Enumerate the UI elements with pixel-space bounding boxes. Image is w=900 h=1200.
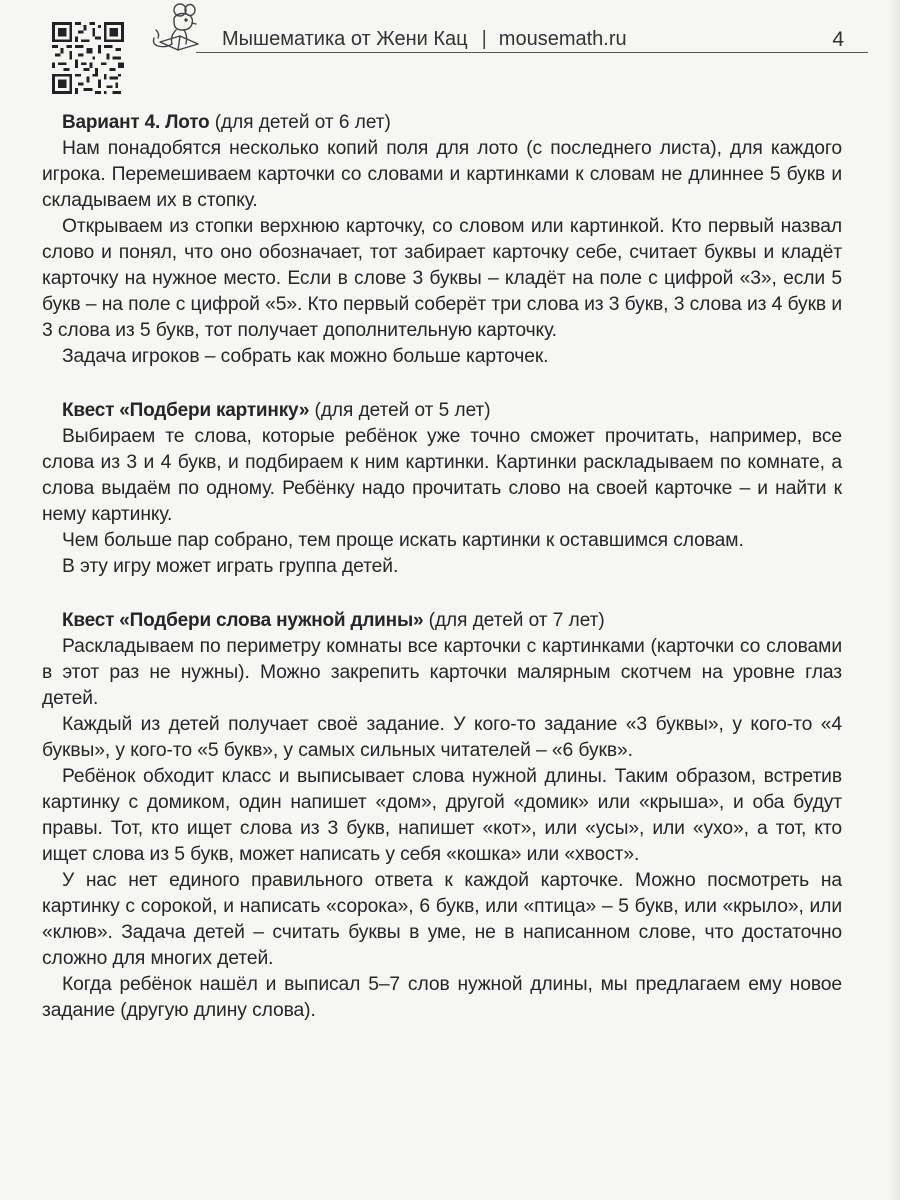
- paragraph: В эту игру может играть группа детей.: [62, 556, 399, 577]
- paragraph: Открываем из стопки верхнюю карточку, со словом или картинкой. Кто первый назвал слово и понял, что оно обозначает, тот забирает карточку себе, считает буквы и кладёт карточку на нужное место. Если в слове 3 буквы – кладёт на поле с цифрой «3», если 5 букв – на поле с цифрой «5». Кто первый соберёт три слова из 3 букв, 3 слова из 4 букв и 3 слова из 5 букв, тот получает дополнительную карточку.: [42, 216, 842, 341]
- page-edge-shadow: [886, 0, 900, 1200]
- section-age-note: (для детей от 6 лет): [209, 112, 391, 133]
- section-word-length: [42, 608, 842, 1024]
- header-title-line: [222, 28, 627, 51]
- section-heading: [42, 110, 842, 136]
- page-header: [0, 0, 900, 100]
- section-heading: [42, 608, 842, 634]
- qr-code-icon: [52, 22, 124, 94]
- paragraph: Когда ребёнок нашёл и выписал 5–7 слов нужной длины, мы предлагаем ему новое задание (другую длину слова).: [42, 974, 842, 1021]
- page-content: [42, 110, 842, 1052]
- header-site: mousemath.ru: [498, 28, 627, 50]
- paragraph: Ребёнок обходит класс и выписывает слова нужной длины. Таким образом, встретив картинку с домиком, один напишет «дом», другой «домик» или «крыша», и оба будут правы. Тот, кто ищет слова из 3 букв, напишет «кот», или «усы», или «ухо», а тот, кто ищет слова из 5 букв, может написать у себя «кошка» или «хвост».: [42, 766, 842, 865]
- section-title: Квест «Подбери картинку»: [62, 400, 310, 421]
- header-title: Мышематика от Жени Кац: [222, 28, 468, 50]
- section-heading: [42, 398, 842, 424]
- paragraph: Раскладываем по периметру комнаты все карточки с картинками (карточки со словами в этот раз не нужны). Можно закрепить карточки малярным скотчем на уровне глаз детей.: [42, 636, 842, 709]
- section-age-note: (для детей от 7 лет): [423, 610, 605, 631]
- section-title: Вариант 4. Лото: [62, 112, 210, 133]
- paragraph: Чем больше пар собрано, тем проще искать картинки к оставшимся словам.: [62, 530, 744, 551]
- header-rule: [196, 52, 868, 53]
- section-lotto: [42, 110, 842, 370]
- header-separator: |: [481, 28, 487, 50]
- paragraph: Задача игроков – собрать как можно больше карточек.: [62, 346, 549, 367]
- paragraph: Выбираем те слова, которые ребёнок уже точно сможет прочитать, например, все слова из 3 и 4 букв, и подбираем к ним картинки. Картинки раскладываем по комнате, а слова выдаём по одному. Ребёнку надо прочитать слово на своей карточке – и найти к нему картинку.: [42, 426, 842, 525]
- paragraph: Нам понадобятся несколько копий поля для лото (с последнего листа), для каждого игрока. Перемешиваем карточки со словами и картинками к словам не длиннее 5 букв и складываем их в стопку.: [42, 138, 842, 211]
- section-pick-picture: [42, 398, 842, 580]
- section-age-note: (для детей от 5 лет): [309, 400, 491, 421]
- page-number: 4: [832, 28, 844, 51]
- paragraph: У нас нет единого правильного ответа к каждой карточке. Можно посмотреть на картинку с сорокой, и написать «сорока», 6 букв, или «птица» – 5 букв, или «крыло», или «клюв». Задача детей – считать буквы в уме, не в написанном слове, что достаточно сложно для многих детей.: [42, 870, 842, 969]
- mouse-reading-book-icon: [150, 2, 220, 54]
- paragraph: Каждый из детей получает своё задание. У кого-то задание «3 буквы», у кого-то «4 буквы», у кого-то «5 букв», у самых сильных читателей – «6 букв».: [42, 714, 842, 761]
- section-title: Квест «Подбери слова нужной длины»: [62, 610, 424, 631]
